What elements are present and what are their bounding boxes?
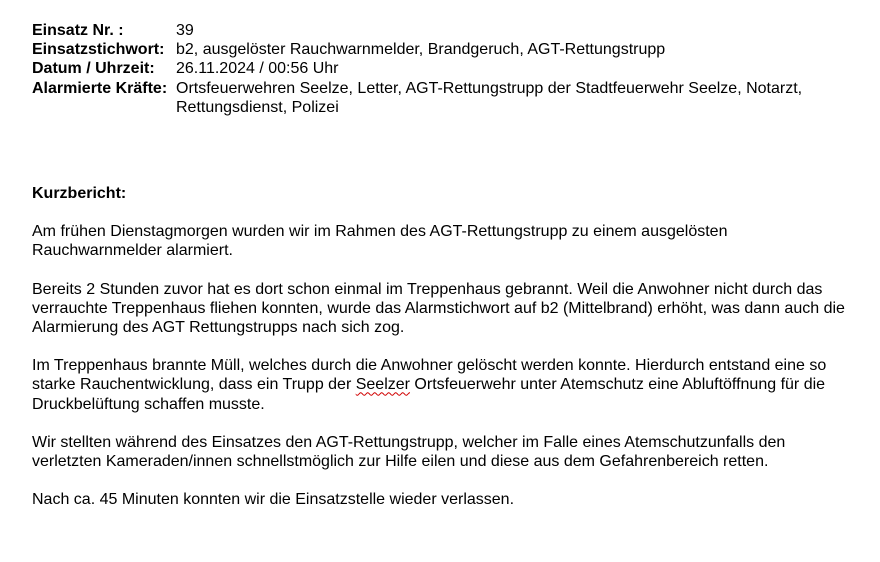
meta-row-datum-uhrzeit [32,59,852,78]
meta-value: Ortsfeuerwehren Seelze, Letter, AGT-Rettungstrupp der Stadtfeuerwehr Seelze, Notarzt, Rettungsdienst, Polizei [176,79,803,116]
paragraph-text: Ortsfeuerwehr unter Atemschutz eine Abluftöffnung für die Druckbelüftung schaffen musste. [32,376,826,413]
vertical-spacer [32,117,852,184]
meta-label: Einsatz Nr. : [32,22,124,39]
meta-row-einsatzstichwort [32,40,852,59]
meta-value: 26.11.2024 / 00:56 Uhr [176,60,339,78]
report-paragraph-3 [32,356,852,414]
report-paragraph-1: Am frühen Dienstagmorgen wurden wir im Rahmen des AGT-Rettungstrupp zu einem ausgelösten Rauchwarnmelder alarmiert. [32,223,728,260]
meta-value: 39 [176,22,194,39]
meta-label: Datum / Uhrzeit: [32,60,155,78]
meta-label: Einsatzstichwort: [32,41,165,59]
meta-table [32,21,852,117]
meta-row-alarmierte-kraefte [32,79,852,117]
meta-row-einsatz-nr [32,21,852,40]
report-paragraph-5: Nach ca. 45 Minuten konnten wir die Einsatzstelle wieder verlassen. [32,491,515,509]
report-paragraph-4: Wir stellten während des Einsatzes den AGT-Rettungstrupp, welcher im Falle eines Atemschutzunfalls den verletzten Kameraden/innen schnellstmöglich zur Hilfe eilen und diese aus dem Gefahrenbereich retten. [32,433,786,471]
spellcheck-flagged-word[interactable]: Seelzer [355,376,410,394]
report-heading: Kurzbericht: [32,185,127,203]
paragraph-text: Im Treppenhaus brannte Müll, welches durch die Anwohner gelöscht werden konnte. Hierdurch entstand eine so starke Rauchentwicklung, dass ein Trupp der [32,357,827,394]
meta-value: b2, ausgelöster Rauchwarnmelder, Brandgeruch, AGT-Rettungstrupp [176,41,666,59]
document-page [32,21,852,509]
report-paragraph-2: Bereits 2 Stunden zuvor hat es dort schon einmal im Treppenhaus gebrannt. Weil die Anwohner nicht durch das verrauchte Treppenhaus fliehen konnten, wurde das Alarmstichwort auf b2 (Mittelbrand) erhöht, was dann auch die Alarmierung des AGT Rettungstrupps nach sich zog. [32,280,845,337]
meta-label: Alarmierte Kräfte: [32,79,168,97]
